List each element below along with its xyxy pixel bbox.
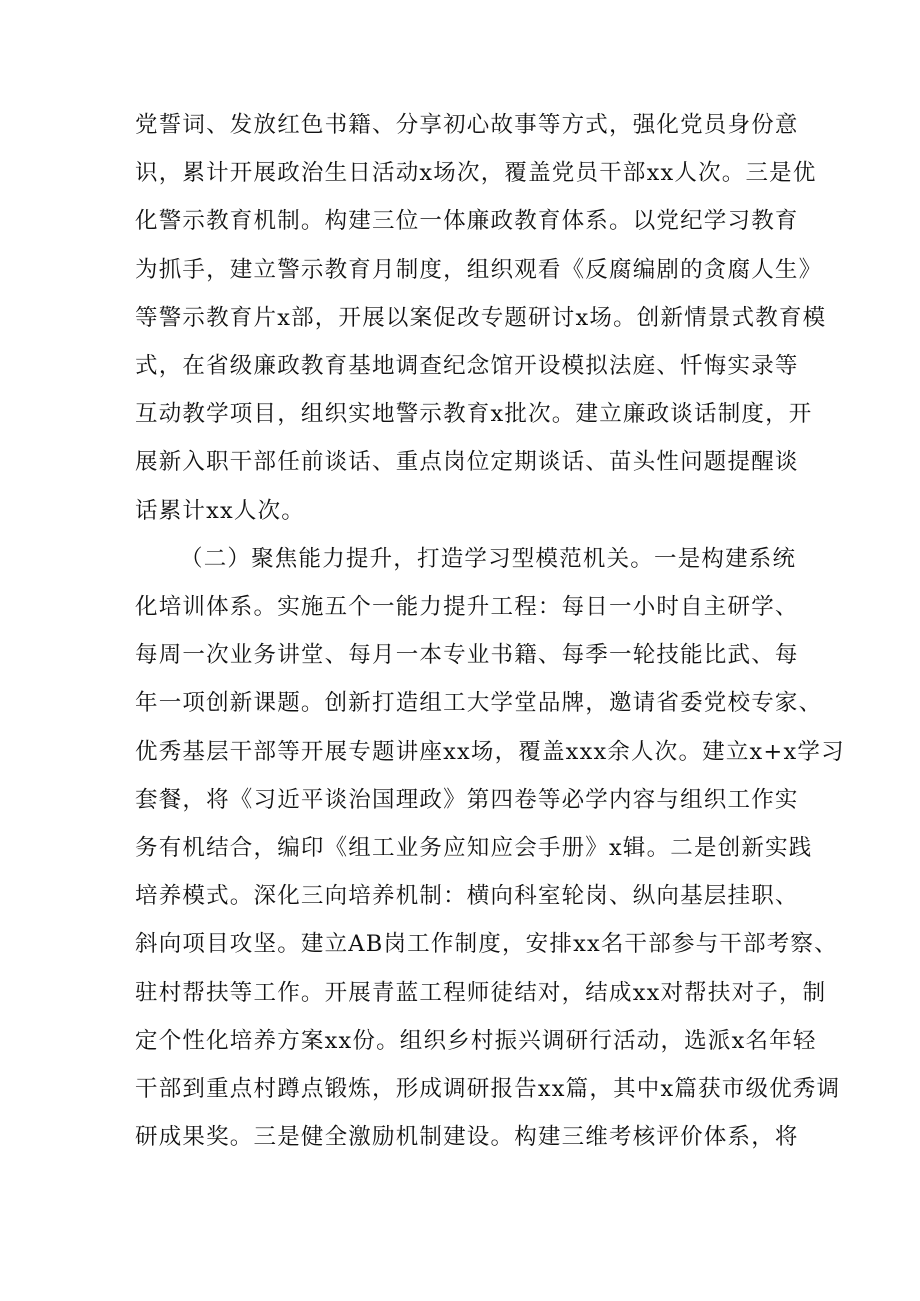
- body-text-line: 务有机结合，编印《组工业务应知应会手册》x辑。二是创新实践: [135, 835, 813, 861]
- body-text-line: 党誓词、发放红色书籍、分享初心故事等方式，强化党员身份意: [135, 112, 799, 138]
- body-text-line: 优秀基层干部等开展专题讲座xx场，覆盖xxx余人次。建立x+x学习: [135, 738, 845, 765]
- body-text-line: 定个性化培养方案xx份。组织乡村振兴调研行活动，选派x名年轻: [135, 1027, 817, 1054]
- body-text-line: 研成果奖。三是健全激励机制建设。构建三维考核评价体系，将: [135, 1124, 799, 1151]
- body-text-line: 化警示教育机制。构建三位一体廉政教育体系。以党纪学习教育: [135, 208, 799, 235]
- body-text-line: 驻村帮扶等工作。开展青蓝工程师徒结对，结成xx对帮扶对子，制: [135, 979, 827, 1006]
- body-text-line: 化培训体系。实施五个一能力提升工程：每日一小时自主研学、: [135, 594, 799, 620]
- paragraph-heading-line: （二）聚焦能力提升，打造学习型模范机关。一是构建系统: [180, 545, 797, 572]
- body-text-line: 每周一次业务讲堂、每月一本专业书籍、每季一轮技能比武、每: [135, 642, 799, 669]
- body-text-line: 套餐，将《习近平谈治国理政》第四卷等必学内容与组织工作实: [135, 786, 799, 813]
- body-text-line: 展新入职干部任前谈话、重点岗位定期谈话、苗头性问题提醒谈: [135, 449, 799, 476]
- body-text-line: 年一项创新课题。创新打造组工大学堂品牌，邀请省委党校专家、: [135, 690, 823, 717]
- body-text-line: 斜向项目攻坚。建立AB岗工作制度，安排xx名干部参与干部考察、: [135, 931, 838, 958]
- body-text-line: 等警示教育片x部，开展以案促改专题研讨x场。创新情景式教育模: [135, 304, 827, 331]
- body-text-line: 为抓手，建立警示教育月制度，组织观看《反腐编剧的贪腐人生》: [135, 256, 823, 283]
- body-text-line: 识，累计开展政治生日活动x场次，覆盖党员干部xx人次。三是优: [135, 160, 817, 187]
- body-text-line: 式，在省级廉政教育基地调查纪念馆开设模拟法庭、忏悔实录等: [135, 353, 799, 379]
- body-text-line: 干部到重点村蹲点锻炼，形成调研报告xx篇，其中x篇获市级优秀调: [135, 1076, 841, 1102]
- body-text-line: 培养模式。深化三向培养机制：横向科室轮岗、纵向基层挂职、: [135, 883, 799, 910]
- body-text-line: 话累计xx人次。: [135, 497, 305, 524]
- body-text-line: 互动教学项目，组织实地警示教育x批次。建立廉政谈话制度，开: [135, 401, 813, 428]
